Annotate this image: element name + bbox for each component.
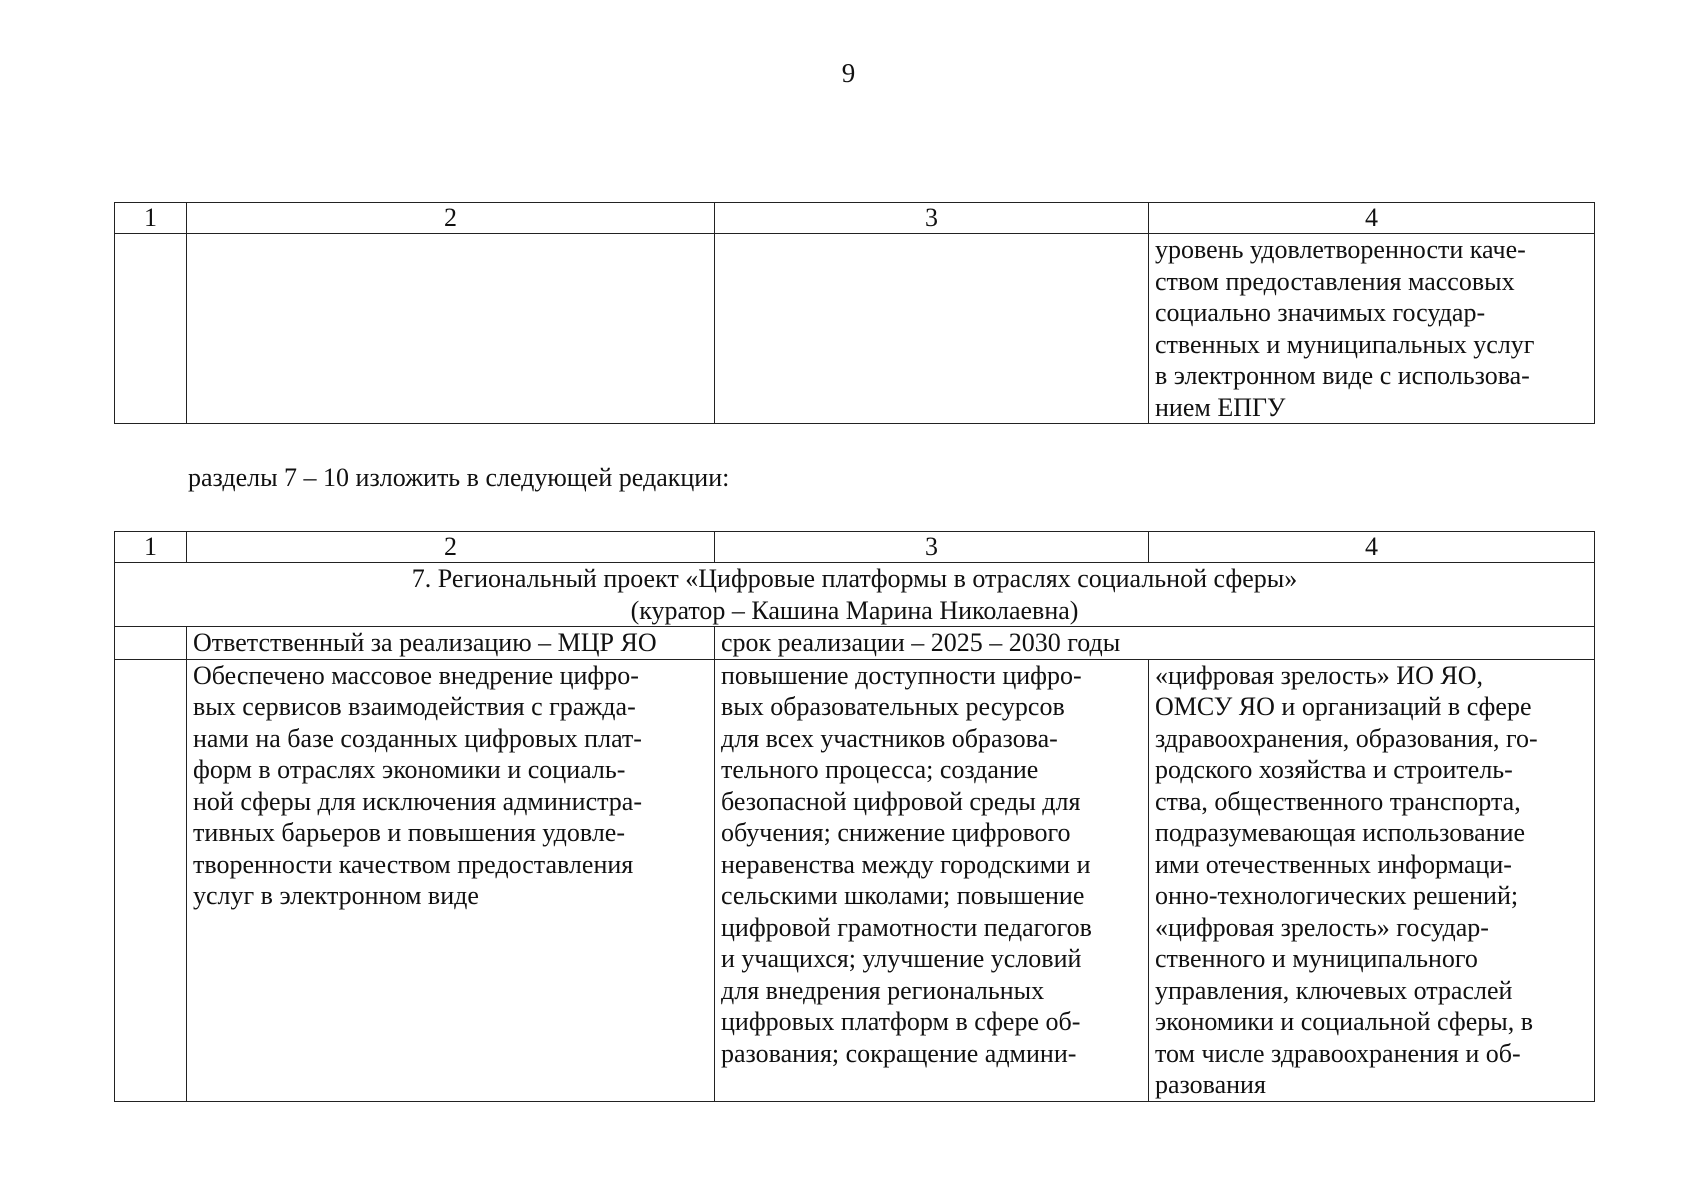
text-line: сельскими школами; повышение bbox=[721, 881, 1085, 910]
cell-col1 bbox=[115, 627, 187, 660]
column-number: 1 bbox=[115, 532, 187, 563]
sections-table bbox=[114, 531, 1595, 1102]
column-number: 4 bbox=[1149, 532, 1595, 563]
section-header-row bbox=[115, 563, 1595, 627]
text-line: форм в отраслях экономики и социаль- bbox=[193, 755, 626, 784]
responsibility-row bbox=[115, 627, 1595, 660]
text-line: вых образовательных ресурсов bbox=[721, 692, 1065, 721]
text-line: ственных и муниципальных услуг bbox=[1155, 329, 1535, 359]
text-line: ства, общественного транспорта, bbox=[1155, 786, 1521, 816]
column-number: 4 bbox=[1149, 203, 1595, 234]
cell-col3 bbox=[715, 234, 1149, 424]
cell-col1 bbox=[115, 659, 187, 1101]
text-line: подразумевающая использование bbox=[1155, 818, 1526, 847]
text-line: цифровой грамотности педагогов bbox=[721, 912, 1092, 942]
text-line: Обеспечено массовое внедрение цифро- bbox=[193, 660, 639, 690]
cell-col4 bbox=[1149, 659, 1595, 1101]
column-number: 2 bbox=[187, 532, 715, 563]
text-line: для внедрения региональных bbox=[721, 975, 1045, 1005]
cell-col1 bbox=[115, 234, 187, 424]
text-line: том числе здравоохранения и об- bbox=[1155, 1038, 1521, 1068]
text-line: тивных барьеров и повышения удовле- bbox=[193, 818, 625, 847]
text-line: вых сервисов взаимодействия с гражда- bbox=[193, 692, 636, 721]
column-number: 2 bbox=[187, 203, 715, 234]
text-line: и учащихся; улучшение условий bbox=[721, 944, 1082, 973]
column-number: 3 bbox=[715, 532, 1149, 563]
section-title: 7. Региональный проект «Цифровые платформы в отраслях социальной сферы» bbox=[411, 564, 1298, 593]
text-line: «цифровая зрелость» ИО ЯО, bbox=[1155, 660, 1483, 690]
instruction-text: разделы 7 – 10 изложить в следующей редакции: bbox=[188, 463, 730, 492]
text-line: ими отечественных информаци- bbox=[1155, 849, 1512, 879]
text-line: обучения; снижение цифрового bbox=[721, 818, 1071, 847]
text-line: неравенства между городскими и bbox=[721, 849, 1091, 879]
term-cell: срок реализации – 2025 – 2030 годы bbox=[715, 627, 1595, 660]
column-number: 1 bbox=[115, 203, 187, 234]
text-line: ством предоставления массовых bbox=[1155, 266, 1515, 296]
text-line: в электронном виде с использова- bbox=[1155, 361, 1530, 390]
continuation-table bbox=[114, 202, 1595, 424]
table-row bbox=[115, 659, 1595, 1101]
text-line: здравоохранения, образования, го- bbox=[1155, 723, 1538, 753]
text-line: уровень удовлетворенности каче- bbox=[1155, 235, 1526, 264]
text-line: управления, ключевых отраслей bbox=[1155, 975, 1513, 1005]
text-line: ственного и муниципального bbox=[1155, 944, 1478, 973]
responsible-cell: Ответственный за реализацию – МЦР ЯО bbox=[187, 627, 715, 660]
cell-col2 bbox=[187, 659, 715, 1101]
text-line: цифровых платформ в сфере об- bbox=[721, 1007, 1081, 1036]
text-line: нием ЕПГУ bbox=[1155, 392, 1286, 422]
page-number: 9 bbox=[841, 58, 856, 88]
table-row bbox=[115, 234, 1595, 424]
text-line: родского хозяйства и строитель- bbox=[1155, 755, 1513, 784]
section-header-cell bbox=[115, 563, 1595, 627]
text-line: ной сферы для исключения администра- bbox=[193, 786, 642, 816]
text-line: нами на базе созданных цифровых плат- bbox=[193, 723, 642, 753]
cell-col2 bbox=[187, 234, 715, 424]
column-number-row bbox=[115, 532, 1595, 563]
text-line: социально значимых государ- bbox=[1155, 298, 1486, 327]
cell-col3 bbox=[715, 659, 1149, 1101]
cell-col4 bbox=[1149, 234, 1595, 424]
text-line: услуг в электронном виде bbox=[193, 881, 479, 910]
column-number: 3 bbox=[715, 203, 1149, 234]
text-line: ОМСУ ЯО и организаций в сфере bbox=[1155, 692, 1532, 721]
text-line: онно-технологических решений; bbox=[1155, 881, 1519, 910]
text-line: повышение доступности цифро- bbox=[721, 660, 1082, 690]
text-line: разования; сокращение админи- bbox=[721, 1038, 1077, 1068]
text-line: тельного процесса; создание bbox=[721, 755, 1039, 784]
text-line: «цифровая зрелость» государ- bbox=[1155, 912, 1489, 942]
text-line: разования bbox=[1155, 1070, 1266, 1099]
text-line: творенности качеством предоставления bbox=[193, 849, 634, 879]
text-line: экономики и социальной сферы, в bbox=[1155, 1007, 1534, 1036]
section-curator: (куратор – Кашина Марина Николаевна) bbox=[630, 595, 1079, 625]
text-line: для всех участников образова- bbox=[721, 723, 1058, 753]
text-line: безопасной цифровой среды для bbox=[721, 786, 1081, 816]
column-number-row bbox=[115, 203, 1595, 234]
